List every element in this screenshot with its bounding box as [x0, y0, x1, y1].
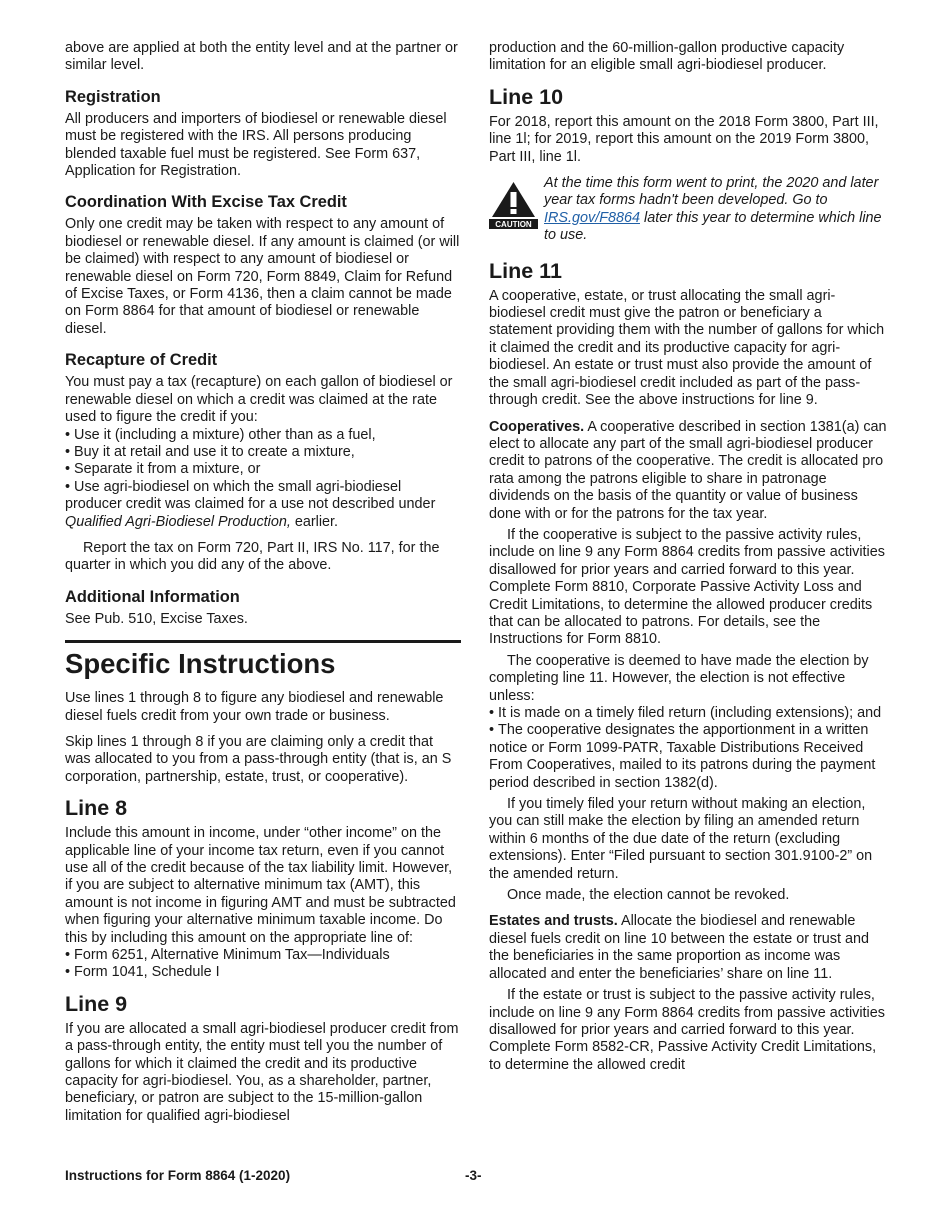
- section-divider: [65, 640, 461, 643]
- left-column: [65, 40, 461, 1125]
- line9-body: If you are allocated a small agri-biodiesel producer credit from a pass-through entity, the entity must tell you the number of gallons for which it claimed the credit and its productive capacity for agri-biodiesel. You, as a shareholder, partner, beneficiary, or patron are subject to the 15-million-gallon limitation for qualified agri-biodiesel: [65, 1020, 459, 1124]
- cooperatives-p4: If you timely filed your return without making an election, you can still make the election by filing an amended return within 6 months of the due date of the return (excluding extensions). Enter “Filed pursuant to section 301.9100-2” on the amended return.: [489, 796, 873, 882]
- list-item: • Buy it at retail and use it to create a mixture,: [65, 443, 355, 460]
- estates-paragraph: Estates and trusts. Allocate the biodiesel and renewable diesel fuels credit on line 10 between the estate or trust and the beneficiaries in the same proportion as income was allocated and enter the beneficiaries’ share on line 11.: [489, 913, 869, 982]
- footer-title: Instructions for Form 8864 (1-2020): [65, 1168, 291, 1183]
- additional-heading: Additional Information: [65, 587, 240, 606]
- list-item: • Form 6251, Alternative Minimum Tax—Individuals: [65, 947, 390, 964]
- specific-instructions-heading: Specific Instructions: [65, 648, 336, 680]
- right-column: [489, 40, 887, 1074]
- line8-body: Include this amount in income, under “other income” on the applicable line of your income tax return, even if you cannot use all of the credit because of the tax liability limit. However, if you are subject to alternative minimum tax (AMT), this amount is not income in figuring AMT and must be subtracted when figuring your alternative minimum taxable income. Do this by including this amount on the appropriate line of:: [65, 825, 456, 946]
- list-item: • The cooperative designates the apportionment in a written notice or Form 1099-PATR, Taxable Distributions Received From Cooperatives, mailed to its patrons during the payment period described in section 1382(d).: [489, 722, 876, 791]
- list-item: • Separate it from a mixture, or: [65, 461, 261, 478]
- list-item: • Use agri-biodiesel on which the small agri-biodiesel producer credit was claimed for a use not described under Qualified Agri-Biodiesel Production, earlier.: [65, 478, 436, 530]
- estates-p2: If the estate or trust is subject to the passive activity rules, include on line 9 any Form 8864 credits from passive activities disallowed for prior years and carried forward to this year. Complete Form 8582-CR, Passive Activity Credit Limitations, to determine the allowed credit: [489, 987, 885, 1073]
- specific-p2: Skip lines 1 through 8 if you are claiming only a credit that was allocated to you from a pass-through entity (that is, an S corporation, partnership, estate, trust, or cooperative).: [65, 733, 452, 785]
- svg-text:CAUTION: CAUTION: [495, 220, 532, 230]
- list-item: • Form 1041, Schedule I: [65, 964, 220, 981]
- additional-body: See Pub. 510, Excise Taxes.: [65, 610, 248, 627]
- line10-heading: Line 10: [489, 84, 564, 109]
- caution-block: [489, 175, 887, 245]
- coordination-heading: Coordination With Excise Tax Credit: [65, 193, 347, 212]
- caution-text: At the time this form went to print, the 2020 and later year tax forms hadn't been developed. Go to IRS.gov/F8864 later this year to determine which line to use.: [544, 175, 882, 244]
- caution-icon: [489, 179, 538, 229]
- cooperatives-p5: Once made, the election cannot be revoked.: [507, 887, 790, 904]
- registration-body: All producers and importers of biodiesel or renewable diesel must be registered with the IRS. All persons producing blended taxable fuel must be registered. See Form 637, Application for Registration.: [65, 110, 447, 180]
- left-intro: above are applied at both the entity level and at the partner or similar level.: [65, 40, 458, 74]
- line9-heading: Line 9: [65, 991, 128, 1016]
- recapture-report: Report the tax on Form 720, Part II, IRS No. 117, for the quarter in which you did any of the above.: [65, 539, 440, 574]
- page-number: -3-: [465, 1168, 482, 1183]
- cooperatives-p2: If the cooperative is subject to the passive activity rules, include on line 9 any Form 8864 credits from passive activities disallowed for prior years and carried forward to this year. Complete Form 8810, Corporate Passive Activity Loss and Credit Limitations, to determine the allowed producer credits that can be allocated to patrons. For details, see the Instructions for Form 8810.: [489, 526, 885, 648]
- recapture-body: You must pay a tax (recapture) on each gallon of biodiesel or renewable diesel on which a credit was claimed at the rate used to figure the credit if you:: [65, 374, 453, 426]
- registration-heading: Registration: [65, 87, 161, 106]
- coordination-body: Only one credit may be taken with respect to any amount of biodiesel or renewable diesel. If any amount is claimed (or will be claimed) with respect to any amount of biodiesel or renewable diesel on Form 720, Form 8849, Claim for Refund of Excise Taxes, or Form 4136, then a claim cannot be made on Form 8864 for that amount of biodiesel or renewable diesel.: [65, 216, 460, 337]
- cooperatives-paragraph: Cooperatives. A cooperative described in section 1381(a) can elect to allocate any part of the small agri-biodiesel producer credit to patrons of the cooperative. The credit is allocated pro rata among the patrons eligible to share in patronage dividends on the basis of the quantity or value of business done with or for the patrons for the tax year.: [489, 418, 887, 522]
- recapture-heading: Recapture of Credit: [65, 351, 218, 370]
- line11-heading: Line 11: [489, 258, 562, 283]
- irs-link[interactable]: IRS.gov/F8864: [544, 209, 640, 226]
- cooperatives-p3: The cooperative is deemed to have made the election by completing line 11. However, the election is not effective unless:: [489, 652, 869, 704]
- right-intro: production and the 60-million-gallon productive capacity limitation for an eligible small agri-biodiesel producer.: [489, 40, 845, 74]
- line11-body: A cooperative, estate, or trust allocating the small agri-biodiesel credit must give the patron or beneficiary a statement providing them with the number of gallons for which it claimed the credit and its productive capacity for agri-biodiesel. An estate or trust must also provide the amount of the small agri-biodiesel credit included as part of the pass-through credit. See the above instructions for line 9.: [489, 287, 885, 409]
- line8-heading: Line 8: [65, 796, 128, 821]
- specific-p1: Use lines 1 through 8 to figure any biodiesel and renewable diesel fuels credit from your own trade or business.: [65, 690, 444, 724]
- list-item: • Use it (including a mixture) other than as a fuel,: [65, 426, 376, 443]
- list-item: • It is made on a timely filed return (including extensions); and: [489, 705, 882, 721]
- line10-body: For 2018, report this amount on the 2018 Form 3800, Part III, line 1l; for 2019, report this amount on the 2019 Form 3800, Part III, line 1l.: [489, 113, 879, 165]
